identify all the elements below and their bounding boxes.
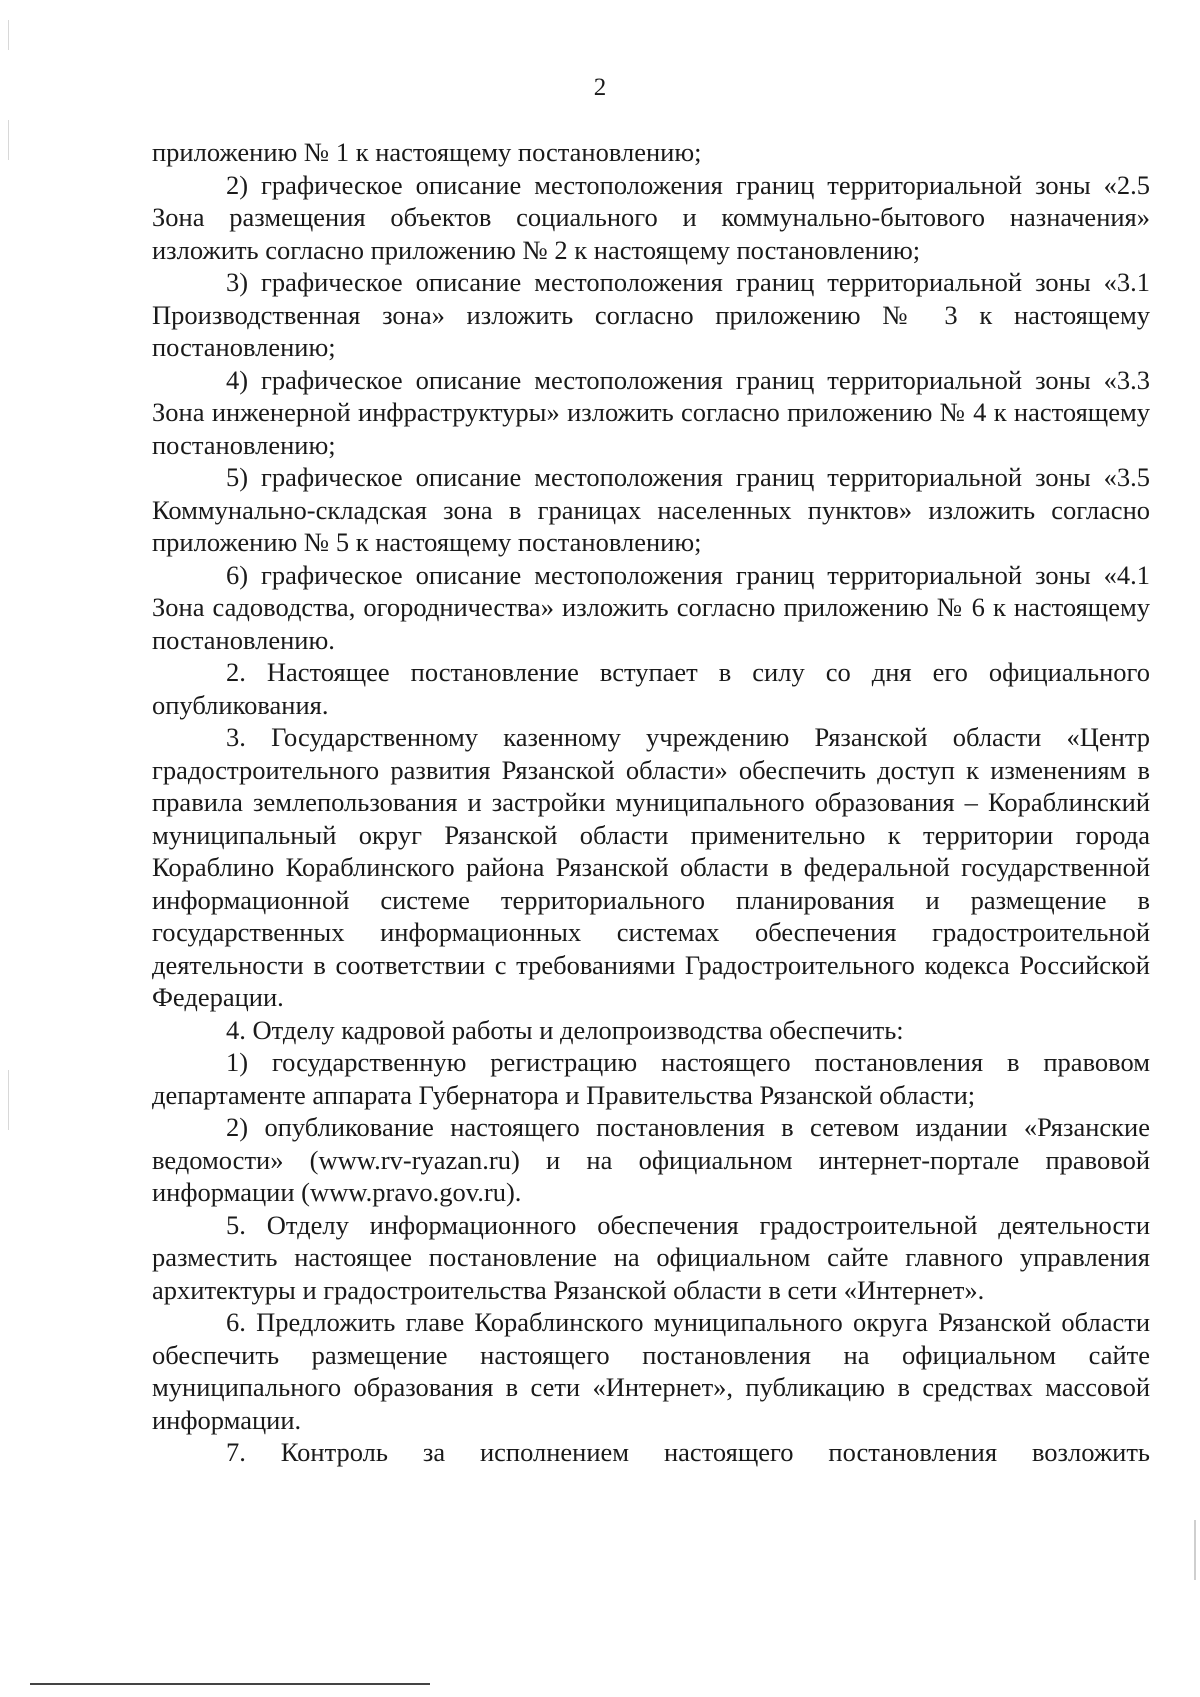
document-body — [152, 136, 1150, 1469]
scan-edge-mark — [8, 120, 9, 160]
paragraph: 4) графическое описание местоположения границ территориальной зоны «3.3 Зона инженерной инфраструктуры» изложить согласно приложению № 4 к настоящему постановлению; — [152, 364, 1150, 460]
paragraph: 3. Государственному казенному учреждению Рязанской области «Центр градостроительного развития Рязанской области» обеспечить доступ к изменениям в правила землепользования и застройки муниципального образования – Кораблинский муниципальный округ Рязанской области применительно к территории города Кораблино Кораблинского района Рязанской области в федеральной государственной информационной системе территориального планирования и размещение в государственных информационных системах обеспечения градостроительной деятельности в соответствии с требованиями Градостроительного кодекса Российской Федерации. — [152, 722, 1150, 1012]
scan-edge-mark — [1194, 1520, 1196, 1580]
scan-edge-mark — [8, 20, 9, 50]
footer-rule — [30, 1683, 430, 1685]
scan-edge-mark — [8, 1070, 9, 1130]
paragraph: 3) графическое описание местоположения границ территориальной зоны «3.1 Производственная зона» изложить согласно приложению № 3 к настоящему постановлению; — [152, 267, 1150, 362]
paragraph: 7. Контроль за исполнением настоящего постановления возложить — [226, 1437, 1150, 1467]
paragraph: 2) опубликование настоящего постановления в сетевом издании «Рязанские ведомости» (www.rv-ryazan.ru) и на официальном интернет-портале правовой информации (www.pravo.gov.ru). — [152, 1112, 1150, 1207]
page-number: 2 — [593, 74, 607, 101]
paragraph: приложению № 1 к настоящему постановлению; — [152, 137, 702, 167]
paragraph: 5. Отделу информационного обеспечения градостроительной деятельности разместить настоящее постановление на официальном сайте главного управления архитектуры и градостроительства Рязанской области в сети «Интернет». — [152, 1209, 1150, 1305]
paragraph: 6. Предложить главе Кораблинского муниципального округа Рязанской области обеспечить размещение настоящего постановления на официальном сайте муниципального образования в сети «Интернет», публикацию в средствах массовой информации. — [152, 1307, 1150, 1435]
paragraph: 1) государственную регистрацию настоящего постановления в правовом департаменте аппарата Губернатора и Правительства Рязанской области; — [152, 1047, 1150, 1110]
paragraph: 2) графическое описание местоположения границ территориальной зоны «2.5 Зона размещения объектов социального и коммунально-бытового назначения» изложить согласно приложению № 2 к настоящему постановлению; — [152, 169, 1150, 265]
paragraph: 2. Настоящее постановление вступает в силу со дня его официального опубликования. — [152, 657, 1150, 720]
paragraph: 5) графическое описание местоположения границ территориальной зоны «3.5 Коммунально-складская зона в границах населенных пунктов» изложить согласно приложению № 5 к настоящему постановлению; — [152, 462, 1150, 557]
paragraph: 4. Отделу кадровой работы и делопроизводства обеспечить: — [226, 1014, 904, 1045]
paragraph: 6) графическое описание местоположения границ территориальной зоны «4.1 Зона садоводства, огородничества» изложить согласно приложению № 6 к настоящему постановлению. — [152, 559, 1150, 655]
